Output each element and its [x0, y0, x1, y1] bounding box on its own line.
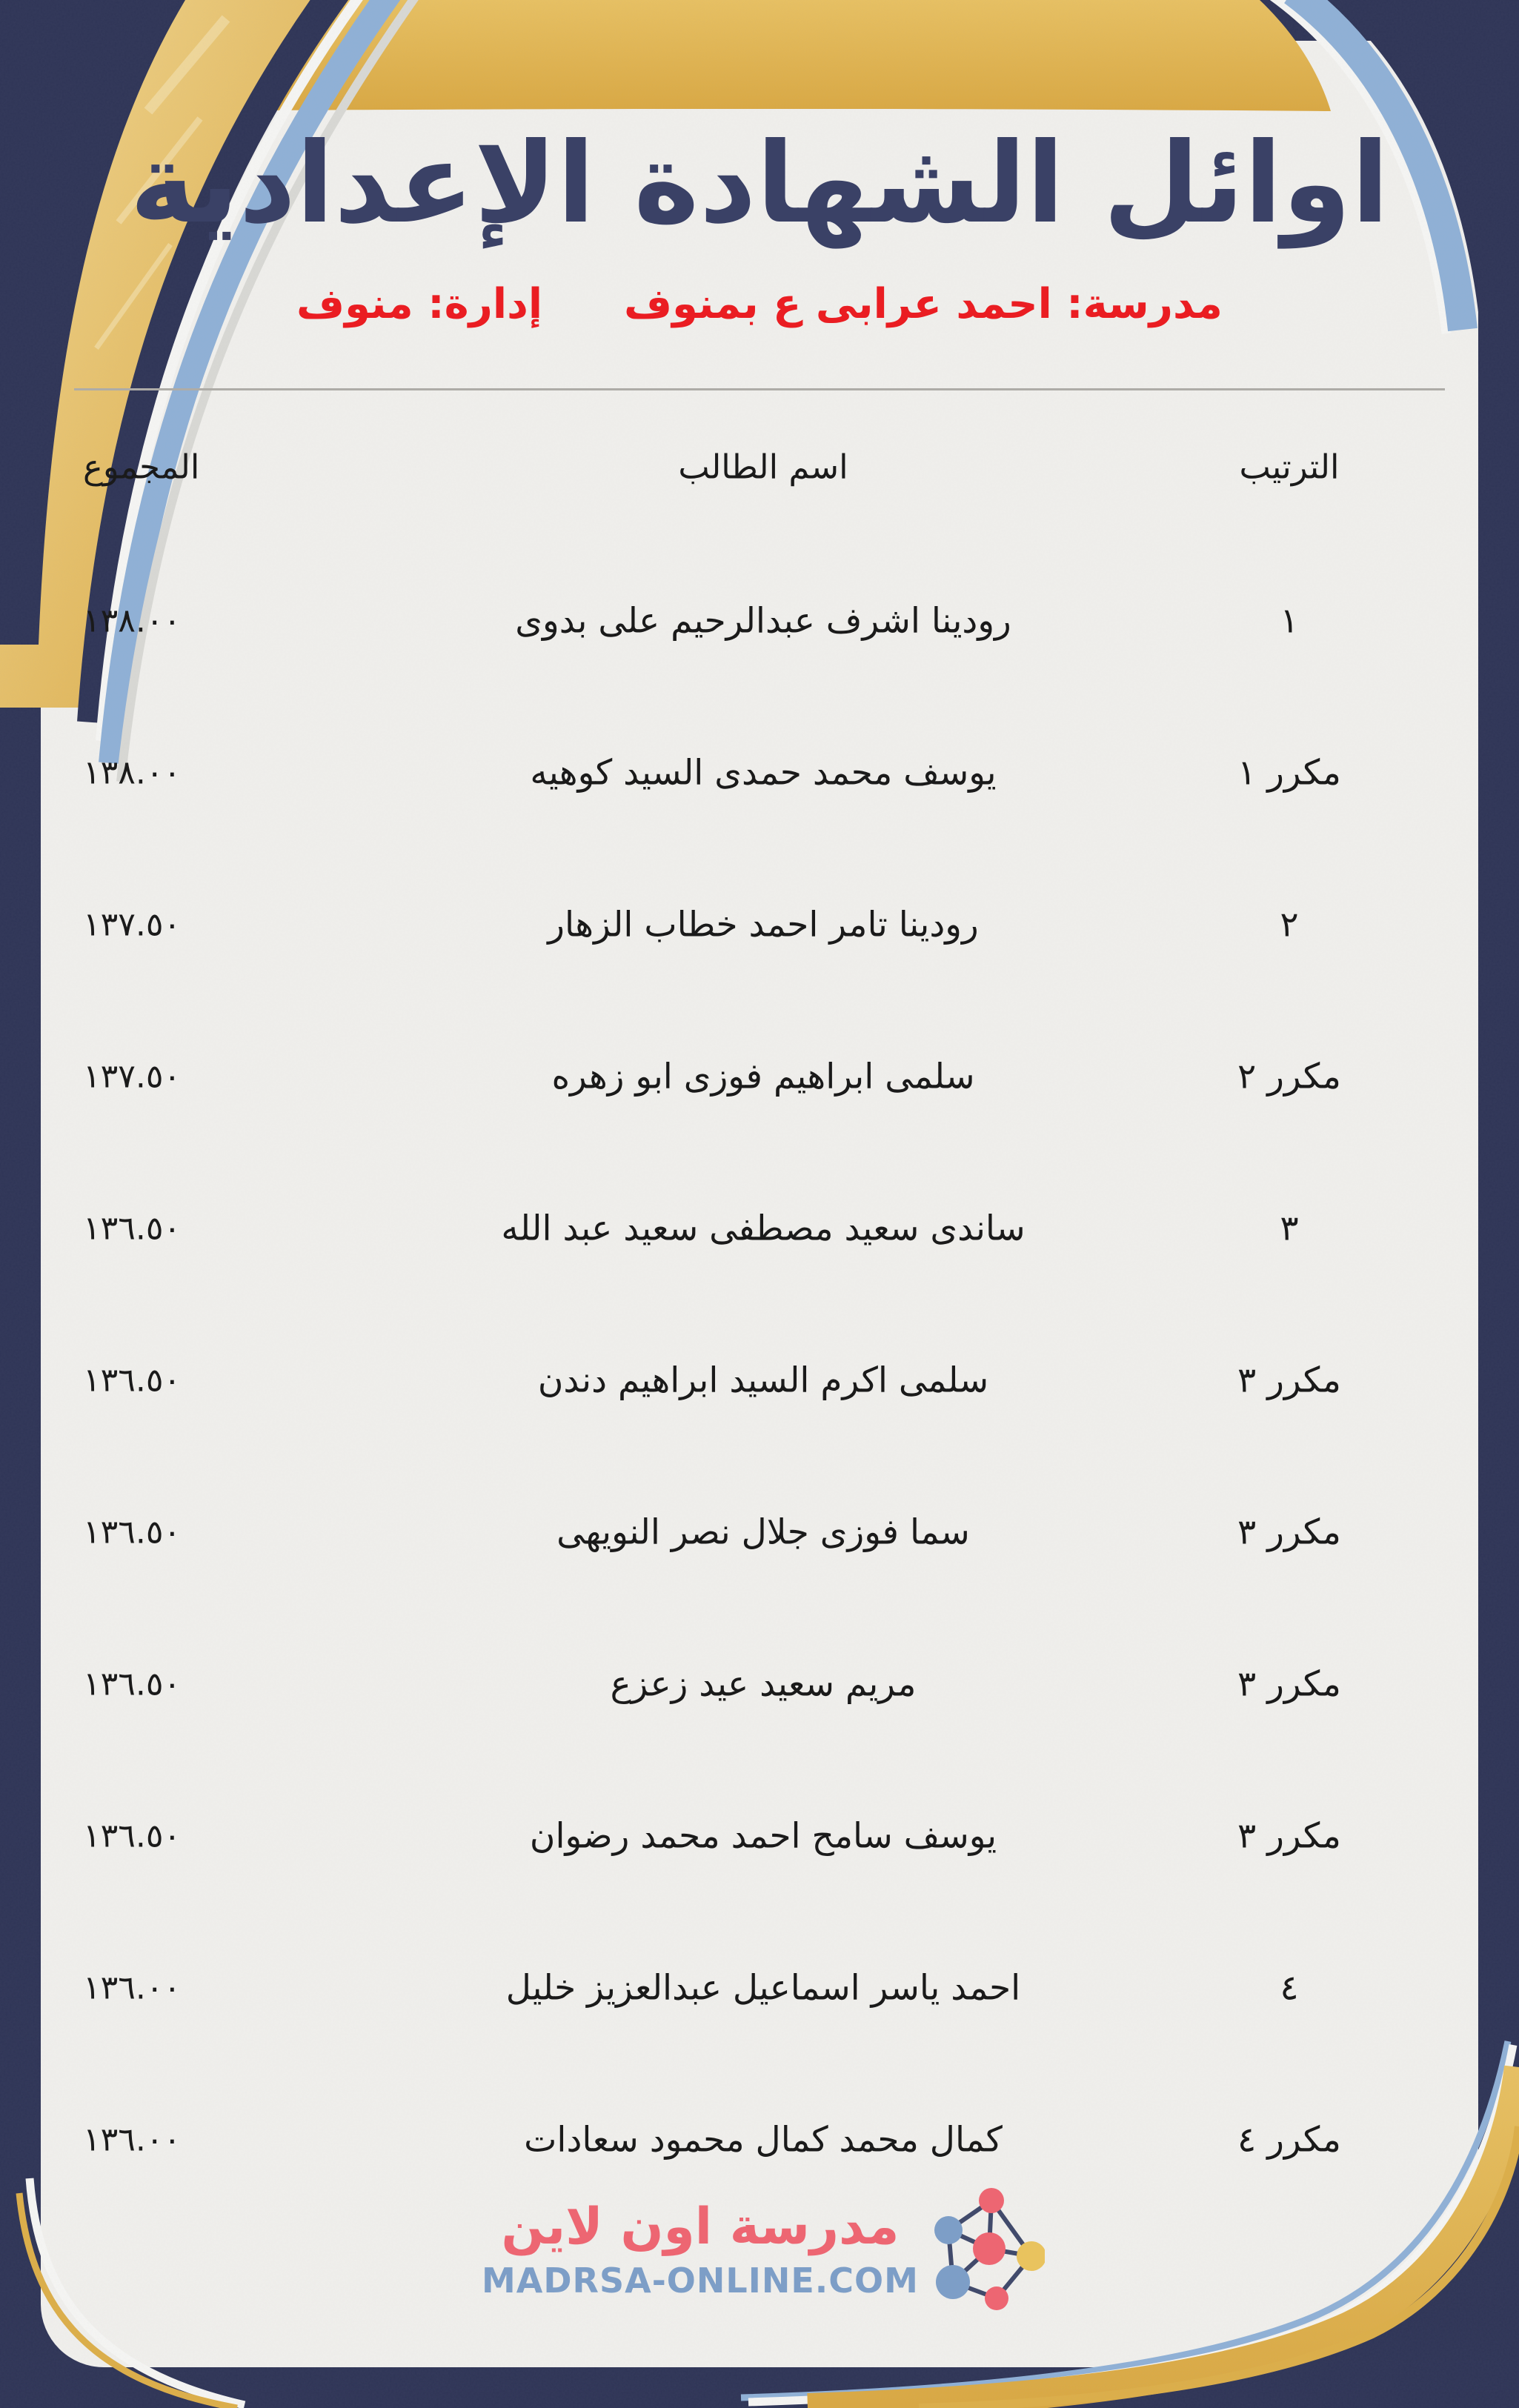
column-header-rank: الترتيب [1239, 447, 1340, 487]
school-info-line [0, 280, 1519, 328]
table-row [0, 1000, 1519, 1152]
total-cell: ١٣٨.٠٠ [83, 754, 182, 791]
rank-cell: مكرر ٣ [1237, 1815, 1341, 1856]
name-cell: سلمى ابراهيم فوزى ابو زهره [551, 1056, 975, 1097]
rank-cell: مكرر ٤ [1237, 2119, 1341, 2160]
table-header-row [0, 419, 1519, 515]
table-row [0, 1152, 1519, 1304]
name-cell: كمال محمد كمال محمود سعادات [524, 2119, 1003, 2160]
network-icon [934, 2186, 1045, 2312]
total-cell: ١٣٦.٥٠ [83, 1817, 182, 1855]
rank-cell: مكرر ٣ [1237, 1360, 1341, 1400]
table-row [0, 848, 1519, 1000]
table-row [0, 545, 1519, 696]
header-divider [74, 388, 1445, 390]
rank-cell: مكرر ٣ [1237, 1663, 1341, 1704]
brand-logo [482, 2186, 1045, 2312]
total-cell: ١٣٧.٥٠ [83, 1057, 182, 1095]
page-title: اوائل الشهادة الإعدادية [130, 119, 1389, 248]
brand-name-arabic: مدرسة اون لاين [501, 2198, 900, 2257]
name-cell: رودينا تامر احمد خطاب الزهار [548, 904, 979, 945]
rank-cell: ٢ [1280, 904, 1299, 945]
name-cell: احمد ياسر اسماعيل عبدالعزيز خليل [505, 1967, 1021, 2008]
rank-cell: مكرر ٢ [1237, 1056, 1341, 1097]
table-row [0, 696, 1519, 848]
total-cell: ١٣٦.٥٠ [83, 1513, 182, 1551]
table-row [0, 1304, 1519, 1456]
total-cell: ١٣٨.٠٠ [83, 602, 182, 639]
column-header-name: اسم الطالب [678, 447, 848, 487]
name-cell: رودينا اشرف عبدالرحيم على بدوى [515, 600, 1011, 641]
total-cell: ١٣٦.٥٠ [83, 1665, 182, 1703]
rank-cell: ١ [1280, 600, 1299, 641]
table-row [0, 1912, 1519, 2063]
results-table [0, 545, 1519, 2215]
column-header-total: المجموع [83, 447, 200, 487]
name-cell: يوسف محمد حمدى السيد كوهيه [530, 752, 997, 793]
table-row [0, 1608, 1519, 1760]
total-cell: ١٣٧.٥٠ [83, 905, 182, 943]
name-cell: يوسف سامح احمد محمد رضوان [529, 1815, 997, 1856]
total-cell: ١٣٦.٠٠ [83, 2121, 182, 2158]
name-cell: مريم سعيد عيد زعزع [610, 1663, 917, 1704]
total-cell: ١٣٦.٥٠ [83, 1209, 182, 1247]
brand-domain: MADRSA-ONLINE.COM [482, 2260, 919, 2301]
name-cell: سما فوزى جلال نصر النويهى [556, 1511, 970, 1552]
table-row [0, 1456, 1519, 1608]
brand-text [482, 2197, 919, 2301]
rank-cell: ٤ [1280, 1967, 1299, 2008]
table-row [0, 1760, 1519, 1912]
administration-label: إدارة: منوف [296, 280, 543, 328]
name-cell: ساندى سعيد مصطفى سعيد عبد الله [501, 1208, 1026, 1248]
rank-cell: مكرر ١ [1237, 752, 1341, 793]
total-cell: ١٣٦.٠٠ [83, 1969, 182, 2006]
rank-cell: مكرر ٣ [1237, 1511, 1341, 1552]
school-label: مدرسة: احمد عرابى ع بمنوف [624, 280, 1223, 328]
total-cell: ١٣٦.٥٠ [83, 1361, 182, 1399]
name-cell: سلمى اكرم السيد ابراهيم دندن [537, 1360, 989, 1400]
rank-cell: ٣ [1280, 1208, 1299, 1248]
